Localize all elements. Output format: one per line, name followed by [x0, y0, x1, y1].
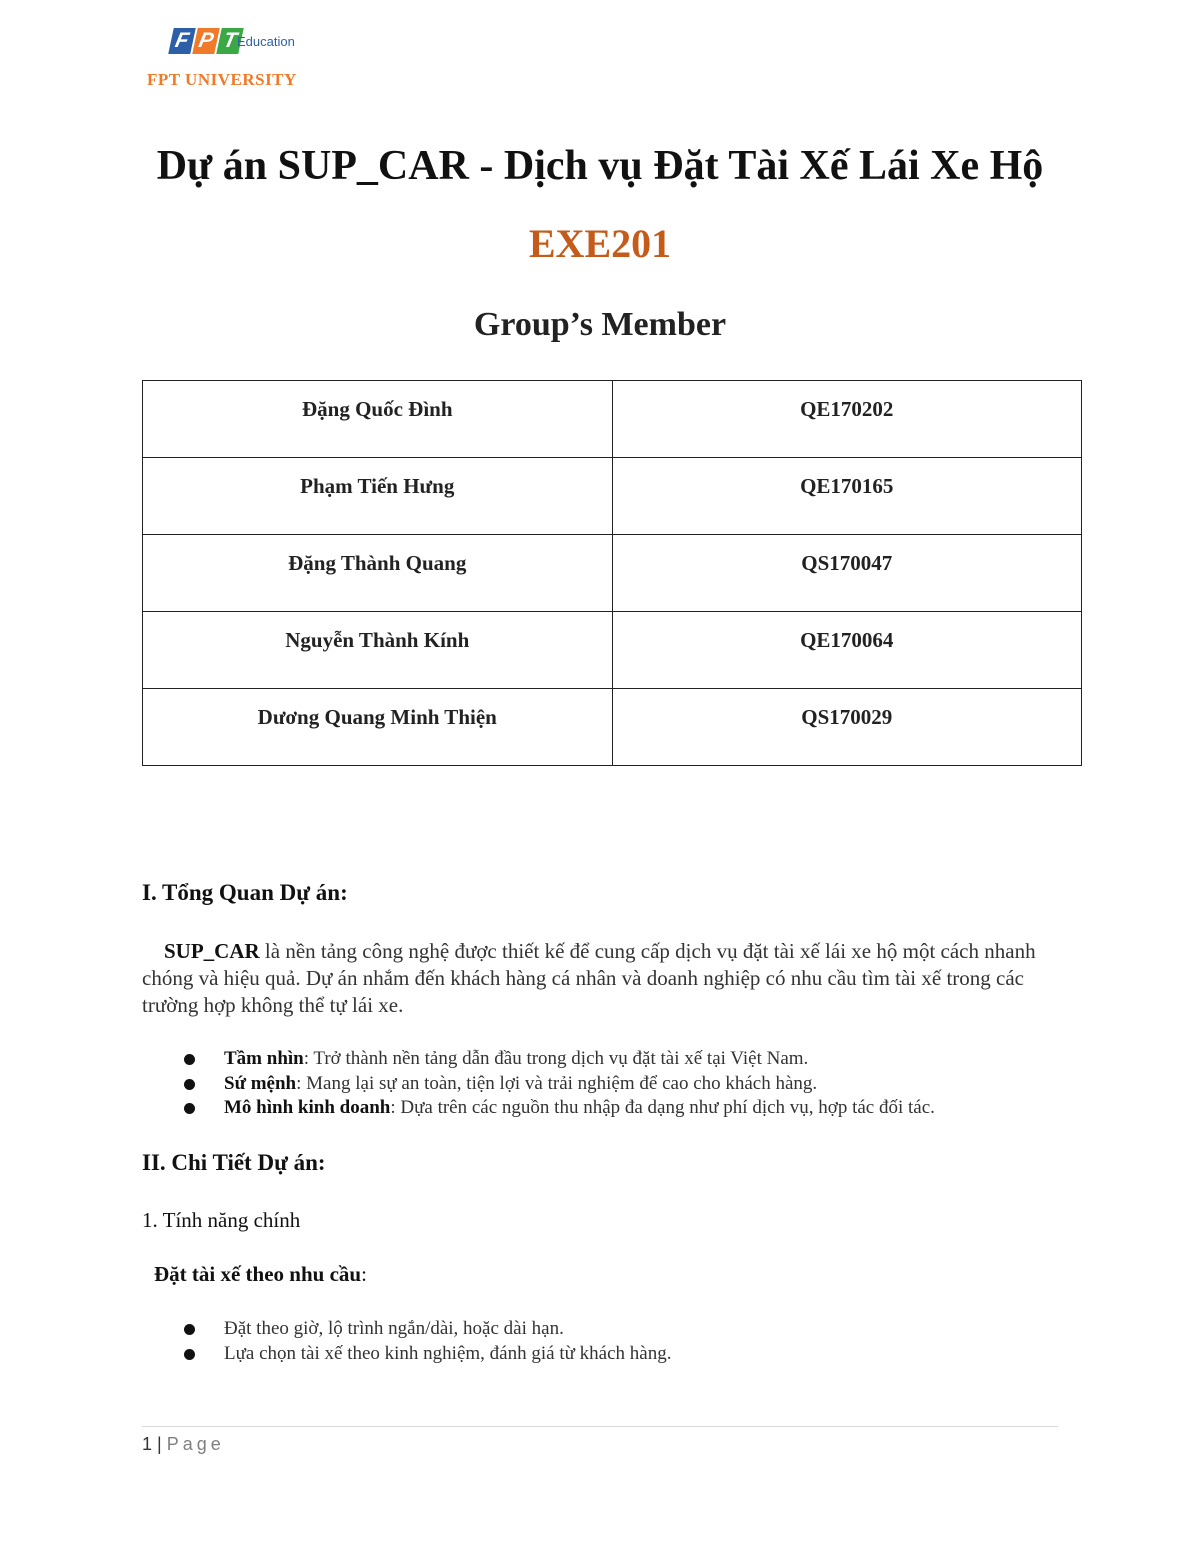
- member-id: QS170029: [612, 689, 1082, 766]
- footer-divider: [142, 1426, 1058, 1427]
- member-name: Nguyễn Thành Kính: [143, 612, 613, 689]
- member-id: QE170064: [612, 612, 1082, 689]
- table-row: [143, 458, 1082, 535]
- fpt-logo: [147, 28, 327, 94]
- table-row: [143, 381, 1082, 458]
- overview-paragraph: [142, 938, 1072, 1019]
- bullet-icon: [184, 1349, 195, 1360]
- overview-bullet-list: [142, 1047, 1072, 1121]
- bullet-icon: [184, 1054, 195, 1065]
- bullet-icon: [184, 1324, 195, 1335]
- member-id: QE170165: [612, 458, 1082, 535]
- page-label: Page: [166, 1434, 225, 1454]
- logo-tile-p: P: [192, 28, 220, 54]
- overview-text: là nền tảng công nghệ được thiết kế để cung cấp dịch vụ đặt tài xế lái xe hộ một cách nhanh chóng và hiệu quả. Dự án nhắm đến khách hàng cá nhân và doanh nghiệp có nhu cầu tìm tài xế trong các trường hợp không thể tự lái xe.: [142, 939, 1036, 1017]
- member-name: Đặng Thành Quang: [143, 535, 613, 612]
- feature-title-line: [154, 1262, 367, 1287]
- page-footer: [142, 1434, 225, 1455]
- bullet-text: : Mang lại sự an toàn, tiện lợi và trải nghiệm để cao cho khách hàng.: [296, 1072, 818, 1094]
- list-item: [142, 1096, 1072, 1121]
- bullet-label: Sứ mệnh: [224, 1072, 297, 1094]
- list-item: [142, 1047, 1072, 1072]
- logo-education-text: Education: [237, 34, 295, 49]
- fpt-logo-mark: [171, 28, 241, 56]
- feature-title-colon: :: [361, 1262, 367, 1286]
- member-id: QS170047: [612, 535, 1082, 612]
- bullet-icon: [184, 1103, 195, 1114]
- list-item: [142, 1317, 1072, 1342]
- member-name: Đặng Quốc Đình: [143, 381, 613, 458]
- table-row: [143, 689, 1082, 766]
- bullet-label: Mô hình kinh doanh: [224, 1097, 391, 1118]
- member-name: Phạm Tiến Hưng: [143, 458, 613, 535]
- member-name: Dương Quang Minh Thiện: [143, 689, 613, 766]
- feature-title: Đặt tài xế theo nhu cầu: [154, 1262, 362, 1286]
- page-number: 1: [142, 1434, 153, 1454]
- section-2-heading: II. Chi Tiết Dự án:: [142, 1150, 326, 1175]
- member-id: QE170202: [612, 381, 1082, 458]
- overview-project-name: SUP_CAR: [164, 939, 260, 963]
- list-item: [142, 1342, 1072, 1367]
- bullet-text: Lựa chọn tài xế theo kinh nghiệm, đánh giá từ khách hàng.: [224, 1342, 672, 1364]
- bullet-label: Tầm nhìn: [224, 1048, 304, 1069]
- members-heading: Group’s Member: [473, 306, 727, 343]
- bullet-icon: [184, 1079, 195, 1090]
- members-table: [142, 380, 1082, 766]
- section-1-heading: I. Tổng Quan Dự án:: [142, 880, 348, 905]
- logo-university-text: FPT UNIVERSITY: [147, 70, 297, 89]
- document-title: Dự án SUP_CAR - Dịch vụ Đặt Tài Xế Lái Xe Hộ: [156, 143, 1044, 189]
- logo-tile-t: T: [216, 28, 244, 54]
- bullet-text: : Trở thành nền tảng dẫn đầu trong dịch vụ đặt tài xế tại Việt Nam.: [303, 1048, 809, 1069]
- logo-tile-f: F: [168, 28, 196, 54]
- bullet-text: Đặt theo giờ, lộ trình ngắn/dài, hoặc dài hạn.: [224, 1318, 564, 1339]
- table-row: [143, 535, 1082, 612]
- footer-separator: |: [152, 1434, 167, 1454]
- course-code: EXE201: [528, 221, 672, 266]
- feature-bullet-list: [142, 1317, 1072, 1366]
- features-subheading: 1. Tính năng chính: [142, 1208, 301, 1232]
- list-item: [142, 1072, 1072, 1097]
- table-row: [143, 612, 1082, 689]
- bullet-text: : Dựa trên các nguồn thu nhập đa dạng như phí dịch vụ, hợp tác đối tác.: [390, 1097, 935, 1118]
